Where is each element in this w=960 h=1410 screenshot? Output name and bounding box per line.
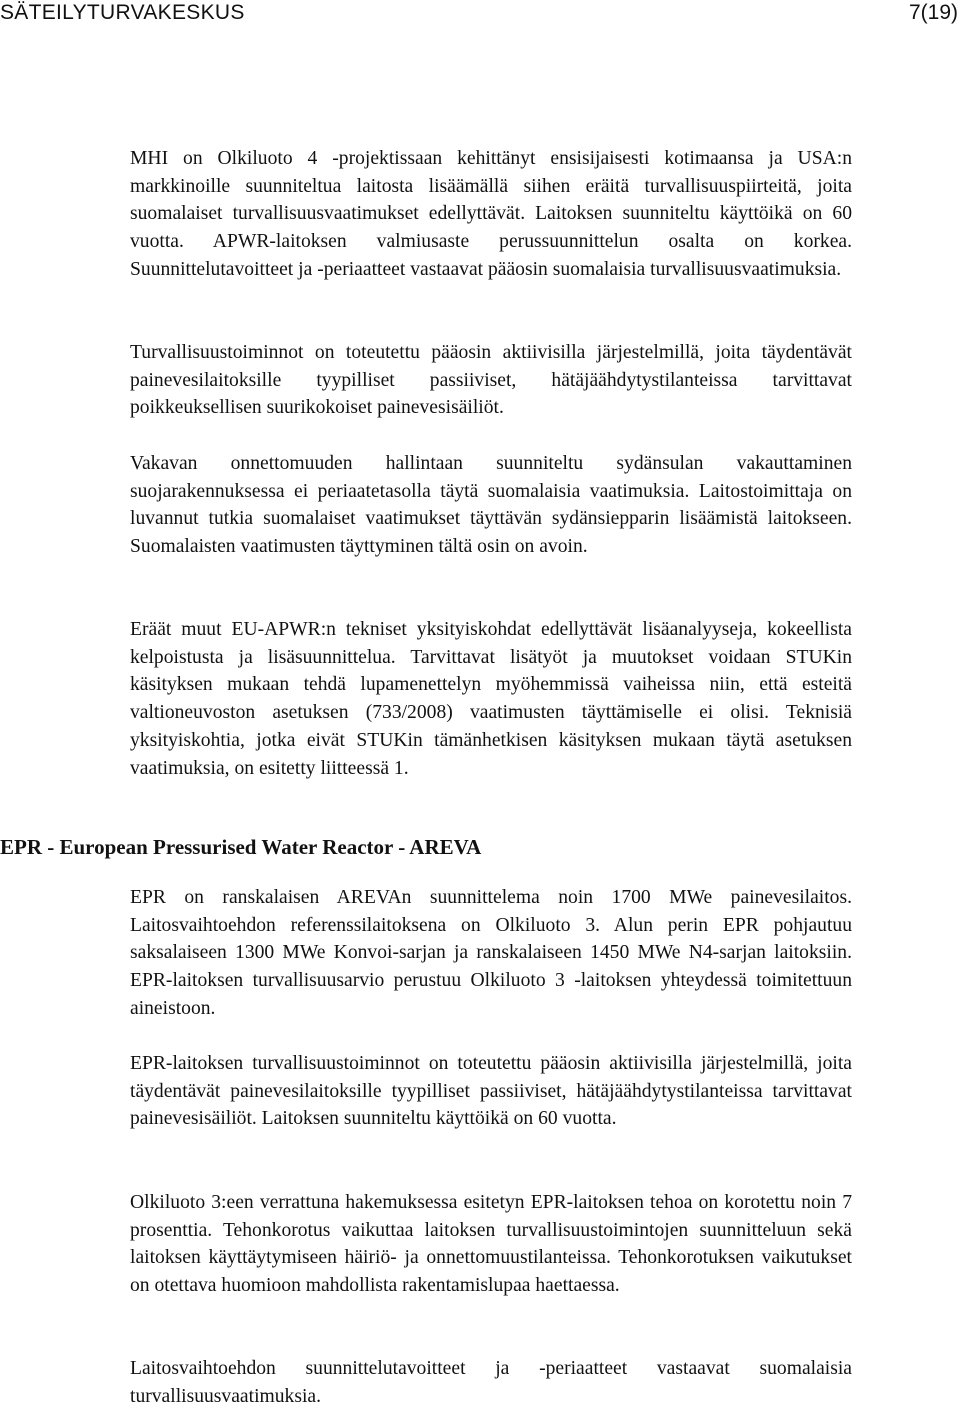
paragraph-other-details: Eräät muut EU-APWR:n tekniset yksityiskohdat edellyttävät lisäanalyyseja, kokeellista kelpoistusta ja lisäsuunnittelua. Tarvittavat lisätyöt ja muutokset voidaan STUKin käsityksen mukaan tehdä lupamenettelyn myöhemmissä vaiheissa niin, että esteitä valtioneuvoston asetuksen (733/2008) vaatimusten täyttämiselle ei olisi. Teknisiä yksityiskohtia, jotka eivät STUKin tämänhetkisen käsityksen mukaan täytä asetuksen vaatimuksia, on esitetty liitteessä 1.: [130, 619, 852, 779]
paragraph-mhi-olkiluoto4: MHI on Olkiluoto 4 -projektissaan kehittänyt ensisijaisesti kotimaansa ja USA:n markkinoille suunniteltua laitosta lisäämällä siihen eräitä turvallisuuspiirteitä, joita suomalaiset turvallisuusvaatimukset edellyttävät. Laitoksen suunniteltu käyttöikä on 60 vuotta. APWR-laitoksen valmiusaste perussuunnittelun osalta on korkea. Suunnittelutavoitteet ja -periaatteet vastaavat pääosin suomalaisia turvallisuusvaatimuksia.: [130, 148, 852, 280]
header-organization: SÄTEILYTURVAKESKUS: [0, 1, 245, 24]
paragraph-epr-intro: EPR on ranskalaisen AREVAn suunnittelema noin 1700 MWe painevesilaitos. Laitosvaihtoehdon referenssilaitoksena on Olkiluoto 3. Alun perin EPR pohjautuu saksalaiseen 1300 MWe Konvoi-sarjan ja ranskalaiseen 1450 MWe N4-sarjan laitoksiin. EPR-laitoksen turvallisuusarvio perustuu Olkiluoto 3 -laitoksen yhteydessä toimitettuun aineistoon.: [130, 887, 852, 1019]
paragraph-epr-power-uprate: Olkiluoto 3:een verrattuna hakemuksessa esitetyn EPR-laitoksen tehoa on korotettu noin 7 prosenttia. Tehonkorotus vaikuttaa laitoksen turvallisuustoimintojen suunnitteluun sekä laitoksen käyttäytymiseen häiriö- ja onnettomuustilanteissa. Tehonkorotuksen vaikutukset on otettava huomioon mahdollista rakentamislupaa haettaessa.: [130, 1192, 852, 1297]
header-page-number: 7(19): [908, 1, 958, 24]
page-header: [0, 0, 960, 30]
paragraph-severe-accident: Vakavan onnettomuuden hallintaan suunniteltu sydänsulan vakauttaminen suojarakennuksessa ei periaatetasolla täytä suomalaisia vaatimuksia. Laitostoimittaja on luvannut tutkia suomalaiset vaatimukset täyttävän sydänsiepparin lisäämistä laitokseen. Suomalaisten vaatimusten täyttyminen tältä osin on avoin.: [130, 453, 852, 558]
paragraph-epr-safety-functions: EPR-laitoksen turvallisuustoiminnot on toteutettu pääosin aktiivisilla järjestelmillä, joita täydentävät painevesilaitoksille tyypilliset passiiviset, hätäjäähdytystilanteissa tarvittavat painevesisäiliöt. Laitoksen suunniteltu käyttöikä on 60 vuotta.: [130, 1053, 852, 1130]
paragraph-epr-design-goals: Laitosvaihtoehdon suunnittelutavoitteet ja -periaatteet vastaavat suomalaisia turvallisuusvaatimuksia.: [130, 1358, 852, 1407]
paragraph-safety-functions: Turvallisuustoiminnot on toteutettu pääosin aktiivisilla järjestelmillä, joita täydentävät painevesilaitoksille tyypilliset passiiviset, hätäjäähdytystilanteissa tarvittavat poikkeuksellisen suurikokoiset painevesisäiliöt.: [130, 342, 852, 419]
section-heading-epr: EPR - European Pressurised Water Reactor - AREVA: [0, 835, 482, 859]
